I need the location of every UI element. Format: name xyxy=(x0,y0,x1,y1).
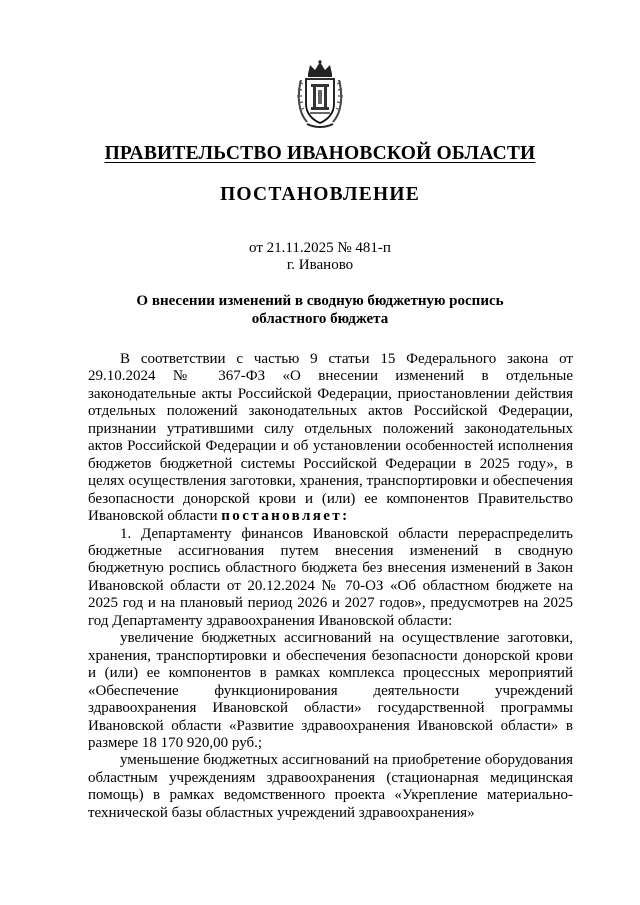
document-date-number: от 21.11.2025 № 481-п xyxy=(249,240,391,256)
subject-line-1: О внесении изменений в сводную бюджетную роспись xyxy=(136,293,504,309)
subject-line-2: областного бюджета xyxy=(251,311,389,327)
preamble-text: В соответствии с частью 9 статьи 15 Федерального закона от 29.10.2024 № 367-ФЗ «О внесении изменений в отдельные законодательные акты Российской Федерации, приостановлении действия отдельных положений законодательных актов Российской Федерации, признании утратившими силу отдельных положений законодательных актов Российской Федерации и об установлении особенностей исполнения бюджетов бюджетной системы Российской Федерации в 2025 году», в целях осуществления заготовки, хранения, транспортировки и обеспечения безопасности донорской крови и (или) ее компонентов Правительство Ивановской области xyxy=(88,351,573,525)
document-city: г. Иваново xyxy=(286,257,354,273)
document-body xyxy=(88,351,573,822)
document-meta xyxy=(0,240,640,274)
preamble-paragraph xyxy=(88,351,573,526)
resolves-word: постановляет xyxy=(221,508,343,525)
increase-paragraph: увеличение бюджетных ассигнований на осуществление заготовки, хранения, транспортировки и обеспечения безопасности донорской крови и (или) ее компонентов в рамках комплекса процессных мероприятий «Обеспечение функционирования деятельности учреждений здравоохранения Ивановской области» государственной программы Ивановской области «Развитие здравоохранения Ивановской области» в размере 18 170 920,00 руб.; xyxy=(88,630,573,751)
decrease-paragraph: уменьшение бюджетных ассигнований на приобретение оборудования областным учреждениям здравоохранения (стационарная медицинская помощь) в рамках ведомственного проекта «Укрепление материально-технической базы областных учреждений здравоохранения» xyxy=(88,752,573,821)
resolves-punct: : xyxy=(342,508,350,525)
coat-of-arms-icon xyxy=(295,60,345,130)
document-type: ПОСТАНОВЛЕНИЕ xyxy=(220,184,420,205)
document-subject xyxy=(0,292,640,328)
organization-title: ПРАВИТЕЛЬСТВО ИВАНОВСКОЙ ОБЛАСТИ xyxy=(104,143,536,164)
item-1-paragraph: 1. Департаменту финансов Ивановской области перераспределить бюджетные ассигнования путем внесения изменений в сводную бюджетную роспись областного бюджета без внесения изменений в Закон Ивановской области от 20.12.2024 № 70-ОЗ «Об областном бюджете на 2025 год и на плановый период 2026 и 2027 годов», предусмотрев на 2025 год Департаменту здравоохранения Ивановской области: xyxy=(88,525,573,629)
